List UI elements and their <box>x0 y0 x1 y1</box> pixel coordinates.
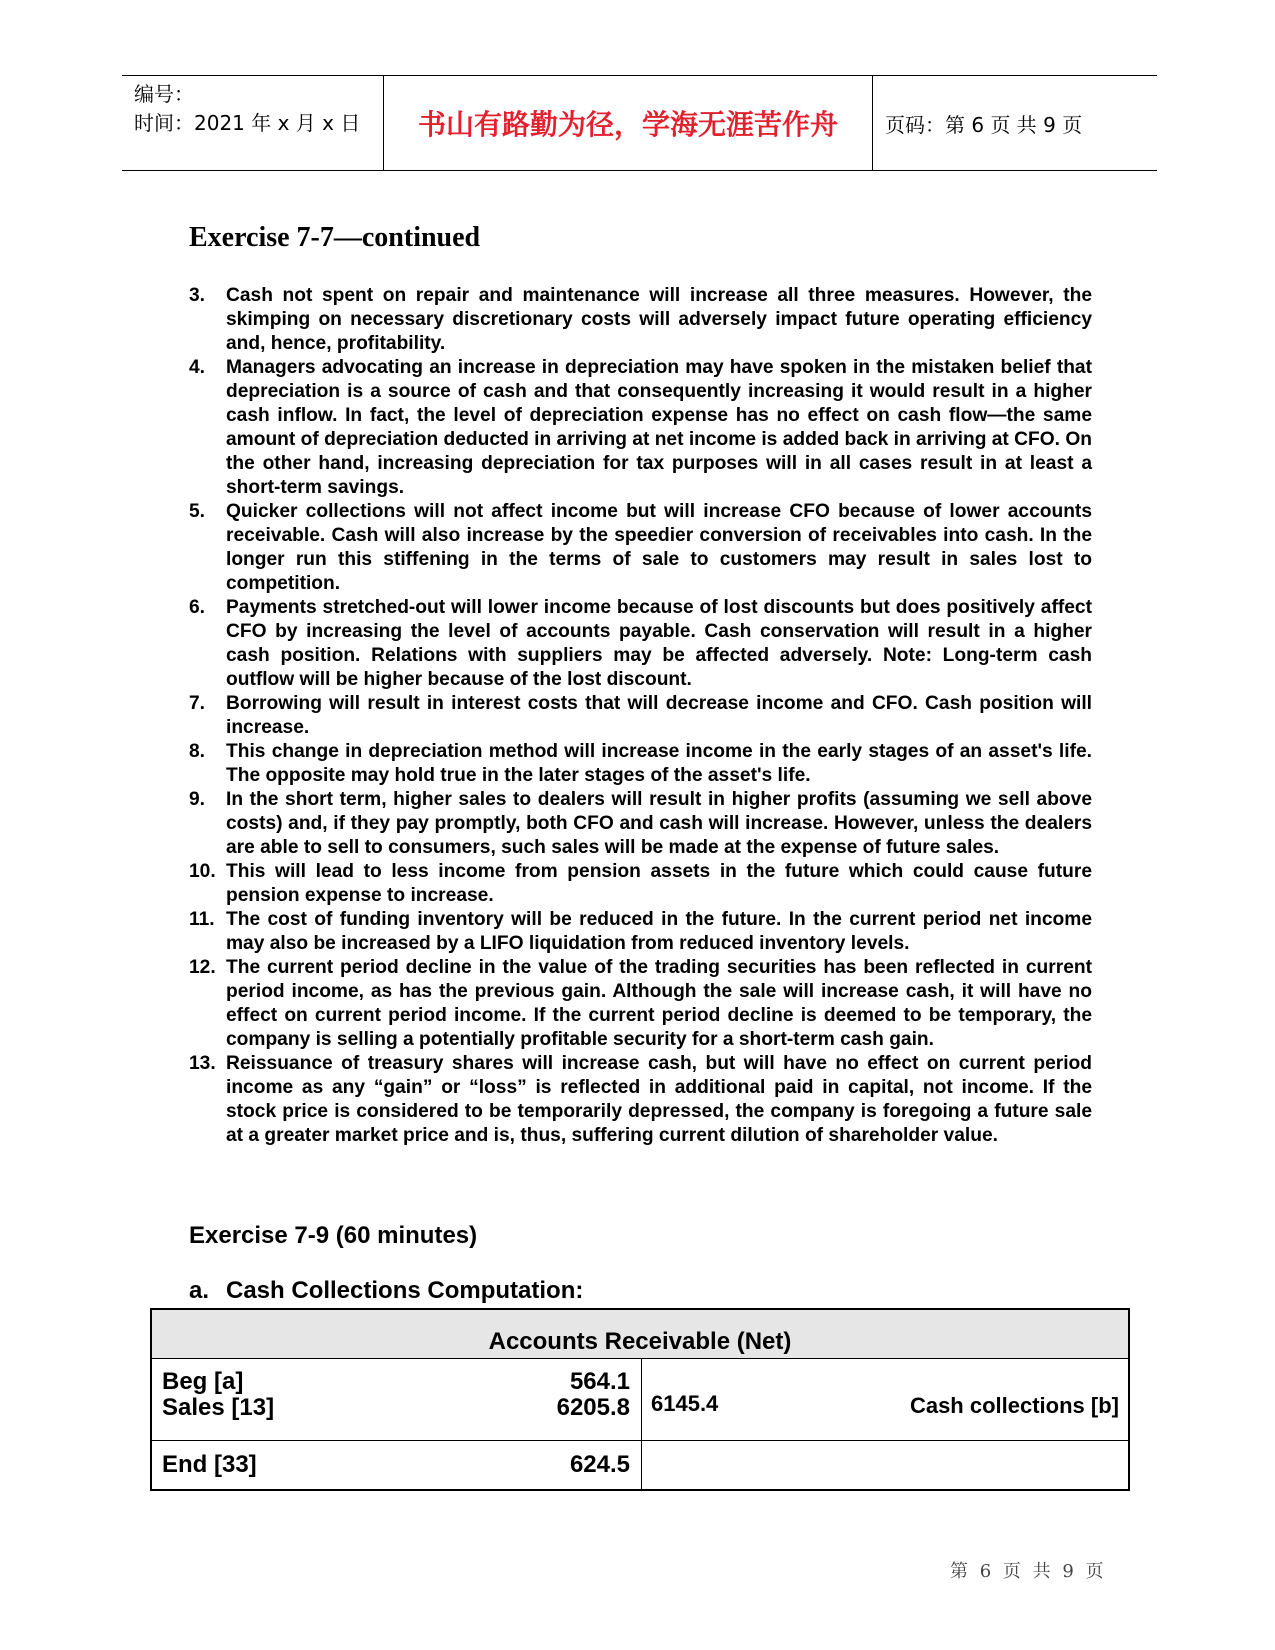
list-item-text: Payments stretched-out will lower income because of lost discounts but does positively affect CFO by increasing the level of accounts payable. Cash conservation will result in a higher cash position. Relations with suppliers may be affected adversely. Note: Long-term cash outflow will be higher because of the lost discount. <box>226 597 1092 690</box>
header-meta <box>122 76 384 170</box>
list-item-number: 12. <box>189 957 216 978</box>
list-item-text: This change in depreciation method will increase income in the early stages of an asset's life. The opposite may hold true in the later stages of the asset's life. <box>226 741 1092 786</box>
sales-label: Sales [13] <box>162 1394 275 1421</box>
list-item <box>189 284 1092 356</box>
list-item-text: This will lead to less income from pension assets in the future which could cause future pension expense to increase. <box>226 861 1092 906</box>
list-item <box>189 1052 1092 1148</box>
page-header <box>122 75 1157 171</box>
part-a-title: Cash Collections Computation: <box>226 1277 584 1304</box>
page-footer: 第 6 页 共 9 页 <box>950 1561 1104 1582</box>
beg-value: 564.1 <box>569 1368 630 1395</box>
answer-list <box>189 284 1092 1148</box>
t-account-title: Accounts Receivable (Net) <box>152 1310 1128 1359</box>
part-a-label: a. <box>189 1277 210 1304</box>
list-item <box>189 356 1092 500</box>
list-item <box>189 596 1092 692</box>
list-item <box>189 956 1092 1052</box>
list-item-number: 5. <box>189 501 206 522</box>
list-item-text: In the short term, higher sales to dealers will result in higher profits (assuming we sell above costs) and, if they pay promptly, both CFO and cash will increase. However, unless the dealers are able to sell to consumers, such sales will be made at the expense of future sales. <box>226 789 1092 858</box>
list-item-number: 10. <box>189 861 216 882</box>
t-account-divider <box>641 1359 642 1489</box>
list-item-text: Borrowing will result in interest costs that will decrease income and CFO. Cash position will increase. <box>226 693 1092 738</box>
t-account <box>150 1308 1130 1491</box>
time-label: 时间：2021 年 x 月 x 日 <box>134 111 361 135</box>
sales-value: 6205.8 <box>556 1394 630 1421</box>
list-item-text: The current period decline in the value of the trading securities has been reflected in current period income, as has the previous gain. Although the sale will increase cash, it will have no effect on current period income. If the current period decline is deemed to be temporary, the company is selling a potentially profitable security for a short-term cash gain. <box>226 957 1092 1050</box>
part-a-heading <box>189 1277 583 1305</box>
list-item-number: 7. <box>189 693 206 714</box>
list-item-number: 11. <box>189 909 215 930</box>
header-page-info: 页码：第 6 页 共 9 页 <box>885 112 1083 137</box>
end-value: 624.5 <box>569 1451 630 1478</box>
list-item-number: 4. <box>189 357 206 378</box>
list-item <box>189 500 1092 596</box>
list-item-number: 3. <box>189 285 206 306</box>
list-item-number: 8. <box>189 741 206 762</box>
credit-label: Cash collections [b] <box>909 1393 1119 1418</box>
section-title: Exercise 7-7—continued <box>189 222 481 253</box>
t-account-total-line <box>152 1440 1128 1441</box>
list-item <box>189 860 1092 908</box>
list-item-text: Quicker collections will not affect income but will increase CFO because of lower accounts receivable. Cash will also increase by the speedier conversion of receivables into cash. In the longer run this stiffening in the terms of sale to customers may result in sales lost to competition. <box>226 501 1092 594</box>
list-item-text: The cost of funding inventory will be reduced in the future. In the current period net income may also be increased by a LIFO liquidation from reduced inventory levels. <box>226 909 1092 954</box>
list-item-text: Managers advocating an increase in depreciation may have spoken in the mistaken belief that depreciation is a source of cash and that consequently increasing it would result in a higher cash inflow. In fact, the level of depreciation expense has no effect on cash flow—the same amount of depreciation deducted in arriving at net income is added back in arriving at CFO. On the other hand, increasing depreciation for tax purposes will in all cases result in at least a short-term savings. <box>226 357 1092 498</box>
list-item-number: 13. <box>189 1053 216 1074</box>
number-label: 编号： <box>134 82 194 106</box>
list-item <box>189 788 1092 860</box>
list-item <box>189 908 1092 956</box>
list-item-text: Cash not spent on repair and maintenance will increase all three measures. However, the skimping on necessary discretionary costs will adversely impact future operating efficiency and, hence, profitability. <box>226 285 1092 354</box>
list-item-text: Reissuance of treasury shares will increase cash, but will have no effect on current period income as any “gain” or “loss” is reflected in additional paid in capital, not income. If the stock price is considered to be temporarily depressed, the company is foregoing a future sale at a greater market price and is, thus, suffering current dilution of shareholder value. <box>226 1053 1092 1146</box>
list-item <box>189 692 1092 740</box>
exercise-9-title: Exercise 7-9 (60 minutes) <box>189 1222 478 1249</box>
end-label: End [33] <box>162 1451 257 1478</box>
list-item-number: 6. <box>189 597 206 618</box>
list-item <box>189 740 1092 788</box>
header-motto: 书山有路勤为径，学海无涯苦作舟 <box>384 76 873 170</box>
credit-value: 6145.4 <box>651 1391 719 1416</box>
list-item-number: 9. <box>189 789 206 810</box>
beg-label: Beg [a] <box>162 1368 244 1395</box>
